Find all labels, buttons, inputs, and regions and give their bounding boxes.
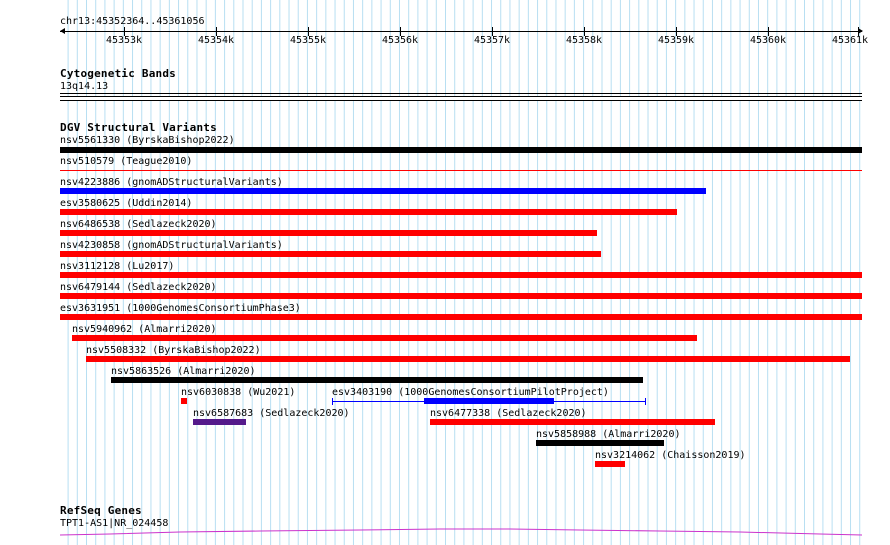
ruler-tick-label: 45357k — [473, 35, 511, 46]
ruler-tick-label: 45353k — [105, 35, 143, 46]
feature-bar[interactable] — [86, 356, 850, 362]
feature-bar[interactable] — [181, 398, 187, 404]
ruler-tick-label: 45355k — [289, 35, 327, 46]
feature-label[interactable]: nsv5858988 (Almarri2020) — [536, 429, 681, 440]
feature-label[interactable]: nsv3112128 (Lu2017) — [60, 261, 175, 272]
feature-bar[interactable] — [60, 170, 862, 171]
feature-label[interactable]: nsv3214062 (Chaisson2019) — [595, 450, 746, 461]
feature-bar[interactable] — [111, 377, 643, 383]
feature-label[interactable]: nsv6030838 (Wu2021) — [181, 387, 296, 398]
feature-whisker-end — [645, 398, 646, 405]
feature-bar[interactable] — [60, 251, 601, 257]
ruler-tick-label: 45360k — [749, 35, 787, 46]
feature-label[interactable]: nsv6479144 (Sedlazeck2020) — [60, 282, 217, 293]
feature-bar[interactable] — [72, 335, 697, 341]
dgv-track-title: DGV Structural Variants — [60, 121, 217, 134]
feature-label[interactable]: nsv6477338 (Sedlazeck2020) — [430, 408, 587, 419]
feature-bar[interactable] — [536, 440, 664, 446]
feature-bar[interactable] — [60, 147, 862, 153]
feature-bar[interactable] — [60, 188, 706, 194]
ruler-left-arrow — [60, 28, 65, 34]
feature-label[interactable]: nsv510579 (Teague2010) — [60, 156, 193, 167]
feature-label[interactable]: esv3403190 (1000GenomesConsortiumPilotProject) — [332, 387, 609, 398]
ruler-tick-label: 45358k — [565, 35, 603, 46]
feature-bar[interactable] — [60, 314, 862, 320]
feature-bar[interactable] — [60, 272, 862, 278]
cytoband-track-title: Cytogenetic Bands — [60, 67, 176, 80]
ruler-tick-label: 45359k — [657, 35, 695, 46]
feature-label[interactable]: nsv6587683 (Sedlazeck2020) — [193, 408, 350, 419]
feature-bar[interactable] — [193, 419, 246, 425]
cytoband-bar[interactable] — [60, 96, 862, 101]
feature-bar[interactable] — [430, 419, 715, 425]
feature-label[interactable]: nsv4230858 (gnomADStructuralVariants) — [60, 240, 283, 251]
gene-label[interactable]: TPT1-AS1|NR_024458 — [60, 518, 169, 529]
ruler-tick-label: 45356k — [381, 35, 419, 46]
feature-label[interactable]: esv3631951 (1000GenomesConsortiumPhase3) — [60, 303, 301, 314]
feature-bar[interactable] — [60, 293, 862, 299]
feature-bar[interactable] — [595, 461, 625, 467]
feature-label[interactable]: nsv5561330 (ByrskaBishop2022) — [60, 135, 235, 146]
cytoband-label: 13q14.13 — [60, 81, 109, 92]
feature-bar[interactable] — [424, 398, 554, 404]
cytoband-top-line — [60, 93, 862, 94]
feature-whisker-start — [332, 398, 333, 405]
feature-label[interactable]: esv3580625 (Uddin2014) — [60, 198, 193, 209]
locus-label: chr13:45352364..45361056 — [60, 16, 205, 27]
ruler-tick-label: 45361k — [831, 35, 869, 46]
feature-label[interactable]: nsv5940962 (Almarri2020) — [72, 324, 217, 335]
refseq-track-title: RefSeq Genes — [60, 504, 142, 517]
ruler-axis[interactable] — [60, 31, 862, 32]
ruler-tick-label: 45354k — [197, 35, 235, 46]
gene-feature[interactable] — [60, 527, 862, 537]
feature-bar[interactable] — [60, 230, 597, 236]
feature-label[interactable]: nsv5508332 (ByrskaBishop2022) — [86, 345, 261, 356]
feature-bar[interactable] — [60, 209, 677, 215]
feature-label[interactable]: nsv5863526 (Almarri2020) — [111, 366, 256, 377]
feature-label[interactable]: nsv4223886 (gnomADStructuralVariants) — [60, 177, 283, 188]
feature-label[interactable]: nsv6486538 (Sedlazeck2020) — [60, 219, 217, 230]
